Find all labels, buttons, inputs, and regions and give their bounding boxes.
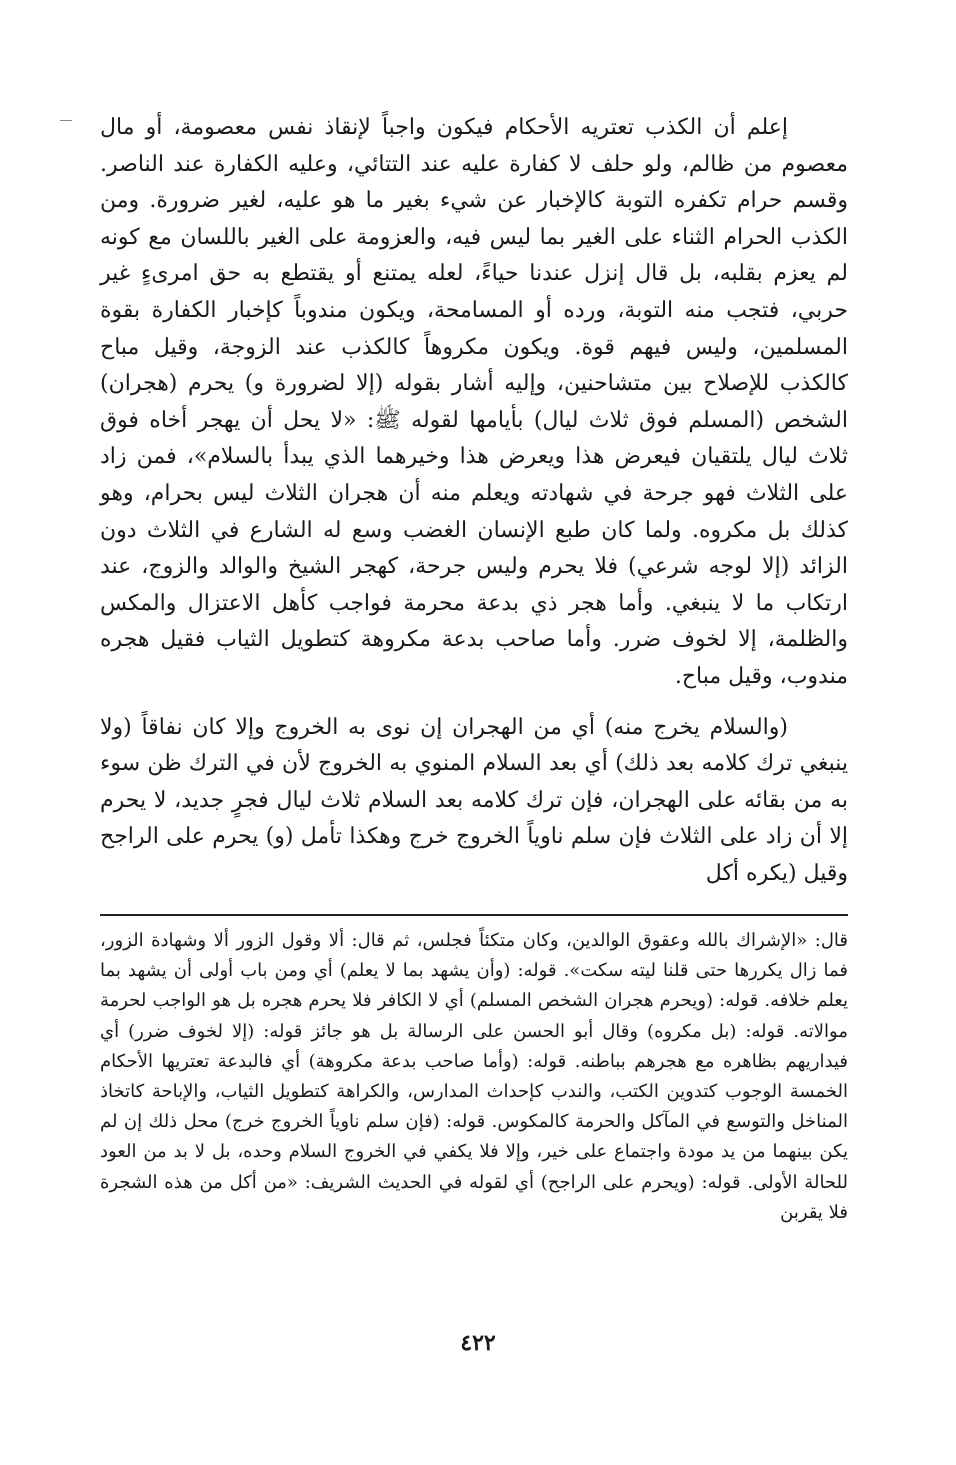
- footnote-text: قال: «الإشراك بالله وعقوق الوالدين، وكان متكئاً فجلس، ثم قال: ألا وقول الزور ألا وشهادة الزور، فما زال يكررها حتى قلنا ليته سكت». قوله: (وأن يشهد بما لا يعلم) أي ومن باب أولى أن يشهد بما يعلم خلافه. قوله: (ويحرم هجران الشخص المسلم) أي لا الكافر فلا يحرم هجره بل هو الواجب لحرمة موالاته. قوله: (بل مكروه) وقال أبو الحسن على الرسالة بل هو جائز قوله: (إلا لخوف ضرر) أي فيداريهم بظاهره مع هجرهم بباطنه. قوله: (وأما صاحب بدعة مكروهة) أي فالبدعة تعتريها الأحكام الخمسة الوجوب كتدوين الكتب، والندب كإحداث المدارس، والكراهة كتطويل الثياب، والإباحة كاتخاذ المناخل والتوسع في المآكل والحرمة كالمكوس. قوله: (فإن سلم ناوياً الخروج خرج) محل ذلك إن لم يكن بينهما من يد مودة واجتماع على خير، وإلا فلا يكفي في الخروج السلام وحده، بل لا بد من العود للحالة الأولى. قوله: (ويحرم على الراجح) أي لقوله في الحديث الشريف: «من أكل من هذه الشجرة فلا يقربن: [100, 930, 848, 1223]
- main-text-block: [100, 110, 848, 892]
- main-paragraph-1: إعلم أن الكذب تعتريه الأحكام فيكون واجباً لإنقاذ نفس معصومة، أو مال معصوم من ظالم، ولو حلف لا كفارة عليه عند التتائي، وعليه الكفارة عند الناصر. وقسم حرام تكفره التوبة كالإخبار عن شيء بغير ما هو عليه، لغير ضرورة. ومن الكذب الحرام الثناء على الغير بما ليس فيه، والعزومة على الغير باللسان مع كونه لم يعزم بقلبه، بل قال إنزل عندنا حياءً، لعله يمتنع أو يقتطع به حق امرىءٍ غير حربي، فتجب منه التوبة، ورده أو المسامحة، ويكون مندوباً كإخبار الكفارة بقوة المسلمين، وليس فيهم قوة. ويكون مكروهاً كالكذب عند الزوجة، وقيل مباح كالكذب للإصلاح بين متشاحنين، وإليه أشار بقوله (إلا لضرورة و) يحرم (هجران) الشخص (المسلم فوق ثلاث ليال) بأيامها لقوله ﷺ: «لا يحل أن يهجر أخاه فوق ثلاث ليال يلتقيان فيعرض هذا ويعرض هذا وخيرهما الذي يبدأ بالسلام»، فمن زاد على الثلاث فهو جرحة في شهادته ويعلم منه أن هجران الثلاث ليس بحرام، وهو كذلك بل مكروه. ولما كان طبع الإنسان الغضب وسع له الشارع في الثلاث دون الزائد (إلا لوجه شرعي) فلا يحرم وليس جرحة، كهجر الشيخ والوالد والزوج، عند ارتكاب ما لا ينبغي. وأما هجر ذي بدعة محرمة فواجب كأهل الاعتزال والمكس والظلمة، إلا لخوف ضرر. وأما صاحب بدعة مكروهة كتطويل الثياب فقيل هجره مندوب، وقيل مباح.: [100, 115, 848, 689]
- footnote-block: [100, 926, 848, 1228]
- footnote-divider: [100, 914, 848, 916]
- margin-mark: [60, 120, 72, 121]
- page-number: ٤٢٢: [460, 1330, 496, 1356]
- main-paragraph-2: (والسلام يخرج منه) أي من الهجران إن نوى به الخروج وإلا كان نفاقاً (ولا ينبغي ترك كلامه بعد ذلك) أي بعد السلام المنوي به الخروج لأن في الترك ظن سوء به من بقائه على الهجران، فإن ترك كلامه بعد السلام ثلاث ليال فجرٍ جديد، لا يحرم إلا أن زاد على الثلاث فإن سلم ناوياً الخروج خرج وهكذا تأمل (و) يحرم على الراجح وقيل (يكره أكل: [100, 714, 849, 886]
